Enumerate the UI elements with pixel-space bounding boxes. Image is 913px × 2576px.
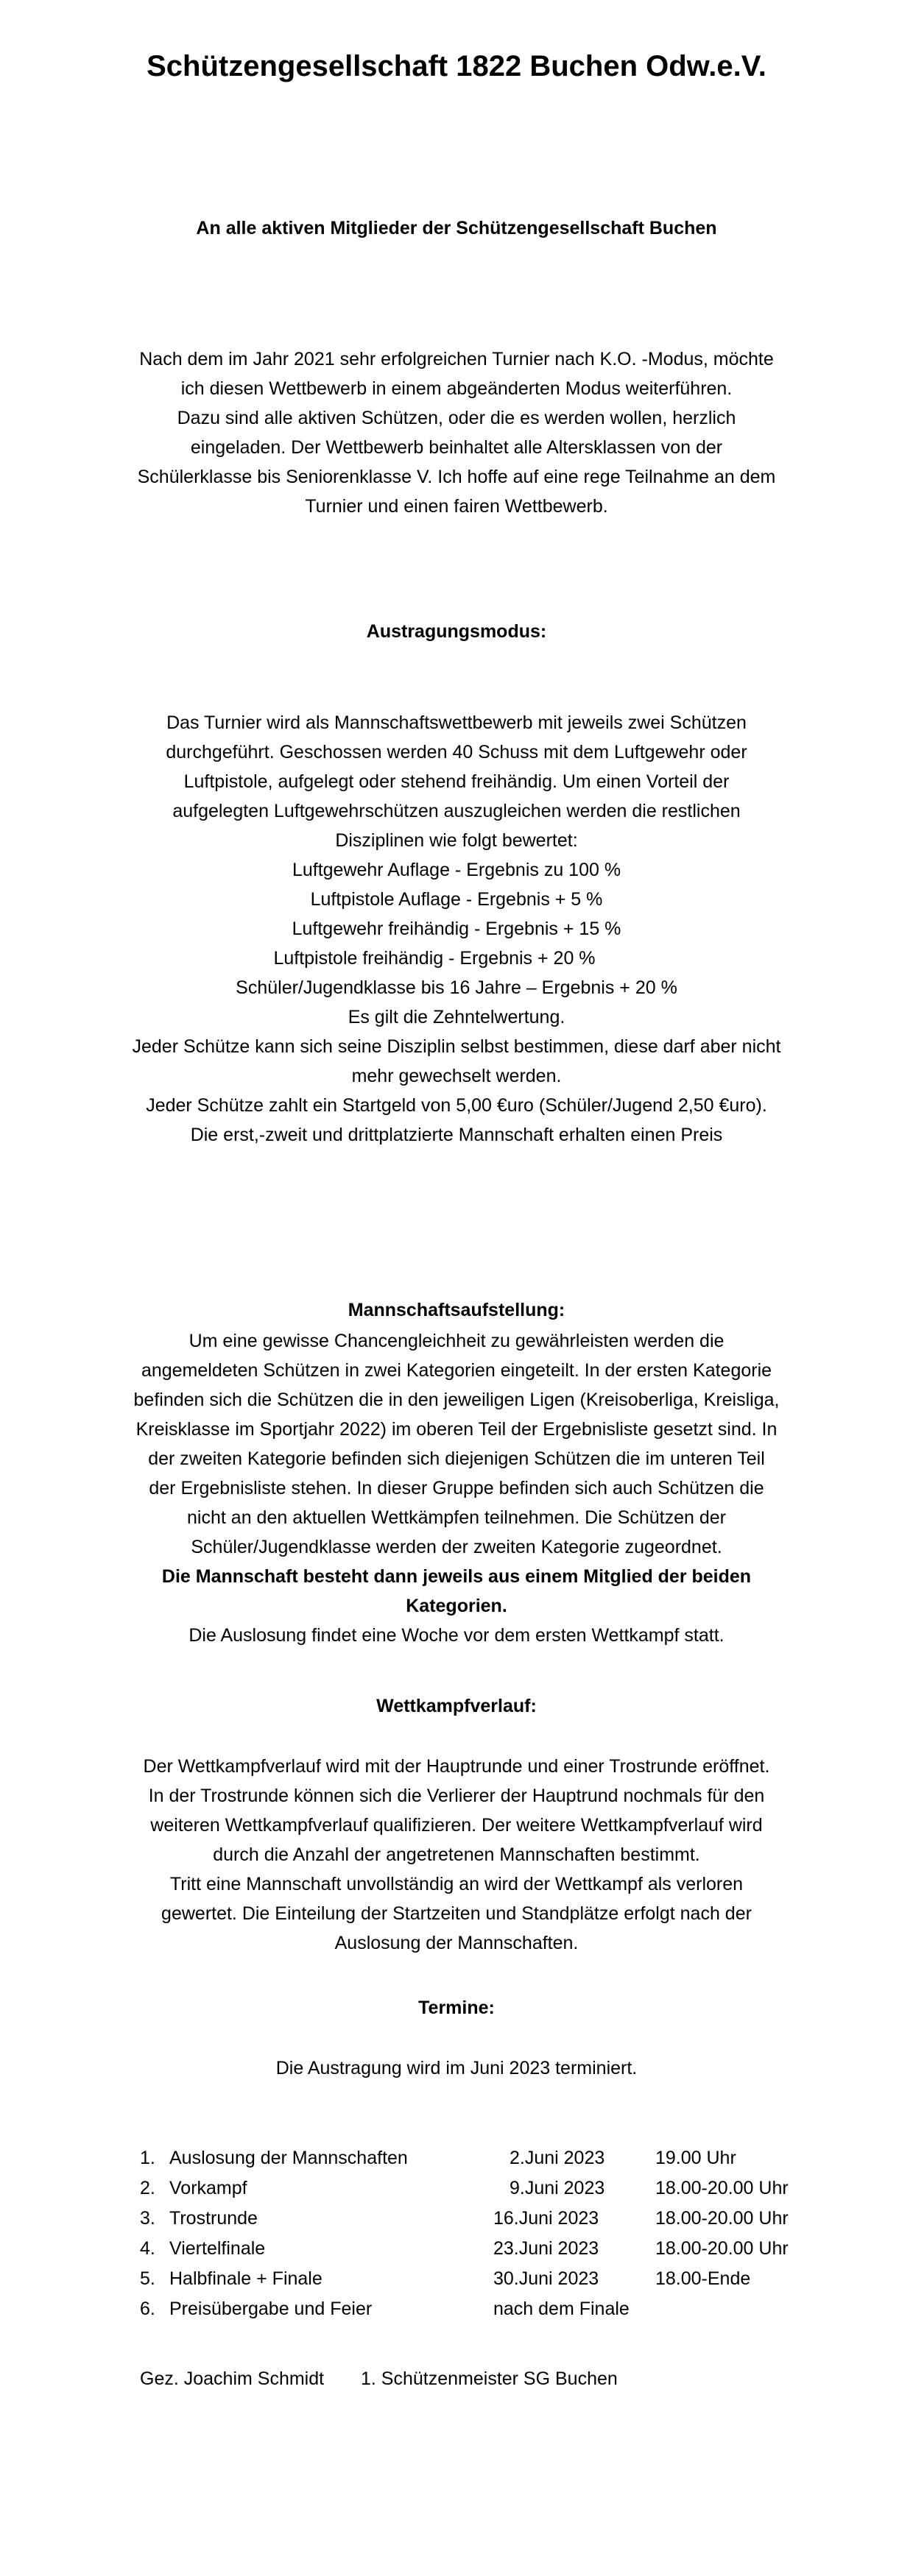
termin-date: nach dem Finale [493, 2299, 630, 2319]
termin-number: 1. [140, 2148, 155, 2168]
austragungsmodus-line: durchgeführt. Geschossen werden 40 Schuss mit dem Luftgewehr oder [166, 742, 747, 762]
austragungsmodus-line: Luftpistole Auflage - Ergebnis + 5 % [310, 889, 603, 910]
austragungsmodus-line: Disziplinen wie folgt bewertet: [335, 830, 578, 851]
mannschaftsaufstellung-closing: Die Auslosung findet eine Woche vor dem ersten Wettkampf statt. [188, 1625, 725, 1646]
austragungsmodus-line: Luftgewehr Auflage - Ergebnis zu 100 % [292, 860, 621, 880]
mannschaftsaufstellung-line: der Ergebnisliste stehen. In dieser Gruppe befinden sich auch Schützen die [149, 1478, 764, 1498]
wettkampfverlauf-line: In der Trostrunde können sich die Verlierer der Hauptrund nochmals für den [148, 1786, 765, 1806]
mannschaftsaufstellung-line: angemeldeten Schützen in zwei Kategorien eingeteilt. In der ersten Kategorie [141, 1360, 772, 1381]
intro-line: Schülerklasse bis Seniorenklasse V. Ich hoffe auf eine rege Teilnahme an dem [137, 467, 776, 487]
wettkampfverlauf-line: Der Wettkampfverlauf wird mit der Hauptrunde und einer Trostrunde eröffnet. [143, 1756, 770, 1777]
austragungsmodus-line: mehr gewechselt werden. [351, 1066, 562, 1086]
termin-time: 18.00-20.00 Uhr [655, 2178, 789, 2198]
termin-name: Vorkampf [169, 2178, 247, 2198]
termine-heading: Termine: [418, 1998, 495, 2018]
intro-line: Turnier und einen fairen Wettbewerb. [305, 496, 608, 517]
austragungsmodus-line: Die erst,-zweit und drittplatzierte Mannschaft erhalten einen Preis [190, 1125, 723, 1145]
intro-paragraph [103, 344, 810, 521]
intro-line: Nach dem im Jahr 2021 sehr erfolgreichen Turnier nach K.O. -Modus, möchte [139, 349, 774, 369]
termin-date: 16.Juni 2023 [493, 2208, 599, 2229]
wettkampfverlauf-line: Auslosung der Mannschaften. [334, 1933, 579, 1953]
austragungsmodus-line: Jeder Schütze kann sich seine Disziplin selbst bestimmen, diese darf aber nicht [132, 1036, 781, 1057]
termin-time: 18.00-20.00 Uhr [655, 2208, 789, 2229]
intro-line: eingeladen. Der Wettbewerb beinhaltet alle Altersklassen von der [190, 437, 723, 458]
mannschaftsaufstellung-bold-line: Kategorien. [406, 1596, 507, 1616]
signature-name: Gez. Joachim Schmidt [140, 2368, 325, 2389]
wettkampfverlauf-line: Tritt eine Mannschaft unvollständig an wird der Wettkampf als verloren [169, 1874, 744, 1894]
termin-name: Preisübergabe und Feier [169, 2299, 373, 2319]
austragungsmodus-section [103, 708, 810, 1150]
termin-row [140, 2234, 839, 2264]
termin-number: 6. [140, 2299, 155, 2319]
mannschaftsaufstellung-line: befinden sich die Schützen die in den jeweiligen Ligen (Kreisoberliga, Kreisliga, [133, 1390, 780, 1410]
termin-row [140, 2143, 839, 2173]
document-title: Schützengesellschaft 1822 Buchen Odw.e.V. [147, 50, 766, 82]
mannschaftsaufstellung-heading: Mannschaftsaufstellung: [348, 1300, 565, 1320]
termin-number: 5. [140, 2268, 155, 2289]
austragungsmodus-line: Luftpistole, aufgelegt oder stehend freihändig. Um einen Vorteil der [183, 771, 730, 792]
intro-line: ich diesen Wettbewerb in einem abgeänderten Modus weiterführen. [180, 378, 733, 399]
mannschaftsaufstellung-line: nicht an den aktuellen Wettkämpfen teilnehmen. Die Schützen der [187, 1507, 726, 1528]
termin-row [140, 2204, 839, 2234]
termin-date: 23.Juni 2023 [493, 2238, 599, 2259]
austragungsmodus-heading: Austragungsmodus: [366, 621, 547, 642]
mannschaftsaufstellung-line: der zweiten Kategorie befinden sich diejenigen Schützen die im unteren Teil [148, 1448, 765, 1469]
wettkampfverlauf-line: gewertet. Die Einteilung der Startzeiten und Standplätze erfolgt nach der [161, 1903, 752, 1924]
austragungsmodus-line: Schüler/Jugendklasse bis 16 Jahre – Ergebnis + 20 % [236, 977, 677, 998]
austragungsmodus-line: Es gilt die Zehntelwertung. [348, 1007, 565, 1027]
austragungsmodus-line: Das Turnier wird als Mannschaftswettbewerb mit jeweils zwei Schützen [166, 712, 747, 733]
wettkampfverlauf-heading: Wettkampfverlauf: [376, 1696, 537, 1716]
mannschaftsaufstellung-line: Kreisklasse im Sportjahr 2022) im oberen Teil der Ergebnisliste gesetzt sind. In [135, 1419, 778, 1440]
termine-table [140, 2143, 839, 2324]
subtitle: An alle aktiven Mitglieder der Schützengesellschaft Buchen [196, 218, 717, 238]
mannschaftsaufstellung-section [103, 1326, 810, 1650]
wettkampfverlauf-line: durch die Anzahl der angetretenen Mannschaften bestimmt. [213, 1844, 700, 1865]
termin-time: 18.00-Ende [655, 2268, 751, 2289]
austragungsmodus-line: Luftgewehr freihändig - Ergebnis + 15 % [292, 919, 621, 939]
wettkampfverlauf-section [103, 1752, 810, 1958]
termin-row [140, 2294, 839, 2324]
termin-number: 4. [140, 2238, 155, 2259]
termin-time: 19.00 Uhr [655, 2148, 736, 2168]
termin-time [655, 2294, 839, 2324]
mannschaftsaufstellung-line: Schüler/Jugendklasse werden der zweiten Kategorie zugeordnet. [191, 1537, 722, 1557]
intro-line: Dazu sind alle aktiven Schützen, oder die es werden wollen, herzlich [177, 408, 736, 428]
signature-role: 1. Schützenmeister SG Buchen [361, 2368, 618, 2389]
austragungsmodus-line: Luftpistole freihändig - Ergebnis + 20 % [273, 948, 596, 969]
termin-row [140, 2173, 839, 2204]
austragungsmodus-line: aufgelegten Luftgewehrschützen auszugleichen werden die restlichen [172, 801, 741, 821]
termin-time: 18.00-20.00 Uhr [655, 2238, 789, 2259]
termin-name: Viertelfinale [169, 2238, 266, 2259]
termin-row [140, 2264, 839, 2294]
termin-number: 2. [140, 2178, 155, 2198]
termin-name: Halbfinale + Finale [169, 2268, 322, 2289]
termine-intro: Die Austragung wird im Juni 2023 terminiert. [275, 2058, 638, 2078]
austragungsmodus-line: Jeder Schütze zahlt ein Startgeld von 5,00 €uro (Schüler/Jugend 2,50 €uro). [146, 1095, 767, 1116]
termin-number: 3. [140, 2208, 155, 2229]
mannschaftsaufstellung-bold-line: Die Mannschaft besteht dann jeweils aus einem Mitglied der beiden [161, 1566, 752, 1587]
mannschaftsaufstellung-line: Um eine gewisse Chancengleichheit zu gewährleisten werden die [188, 1331, 725, 1351]
termin-name: Trostrunde [169, 2208, 258, 2229]
termin-date: 9.Juni 2023 [510, 2178, 605, 2198]
termin-date: 30.Juni 2023 [493, 2268, 599, 2289]
signature [140, 2364, 618, 2393]
wettkampfverlauf-line: weiteren Wettkampfverlauf qualifizieren. Der weitere Wettkampfverlauf wird [150, 1815, 763, 1836]
termin-date: 2.Juni 2023 [510, 2148, 605, 2168]
termin-name: Auslosung der Mannschaften [169, 2148, 408, 2168]
